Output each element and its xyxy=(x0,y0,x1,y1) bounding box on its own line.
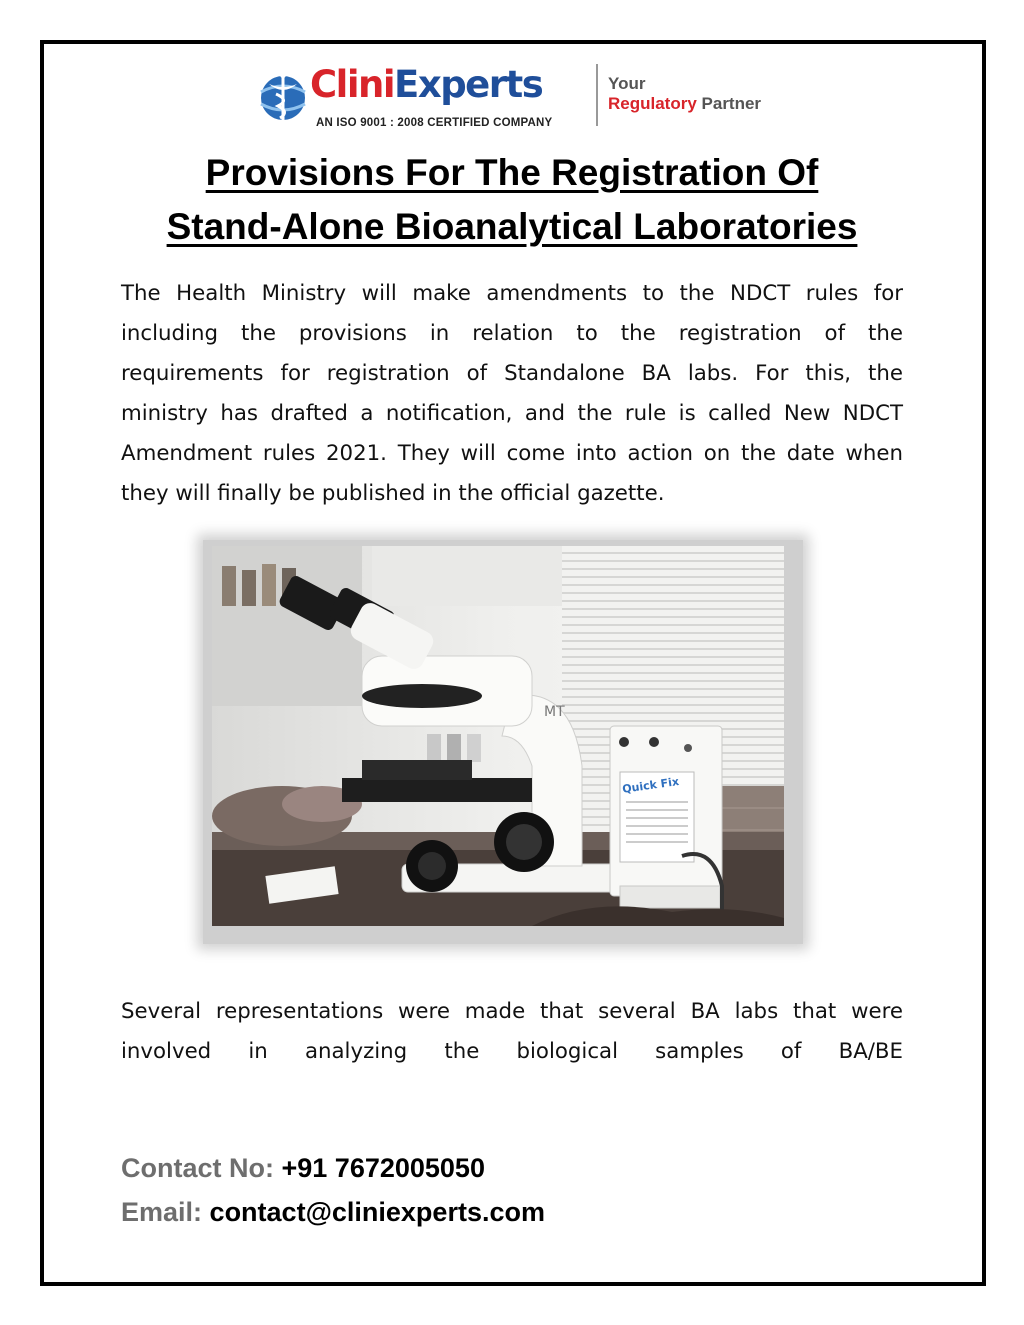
phone-number[interactable]: +91 7672005050 xyxy=(281,1153,485,1183)
logo-tagline-partner: Partner xyxy=(696,94,762,113)
page-title xyxy=(60,146,964,254)
microscope-illustration xyxy=(212,546,784,926)
logo-wordmark xyxy=(310,63,543,106)
logo-tagline-regulatory: Regulatory xyxy=(608,94,697,113)
intro-paragraph: The Health Ministry will make amendments to the NDCT rules for including the provisions in relation to the registration of the requirements for registration of Standalone BA labs. For this, the ministry has drafted a notification, and the rule is called New NDCT Amendment rules 2021. They will come into action on the date when they will finally be published in the official gazette. xyxy=(121,281,903,506)
logo-tagline-your: Your xyxy=(608,74,646,93)
logo-name-clini: Clini xyxy=(310,63,395,106)
caduceus-globe-icon xyxy=(256,70,310,124)
email-label: Email: xyxy=(121,1197,203,1227)
second-paragraph: Several representations were made that several BA labs that were involved in analyzing the biological samples of BA/BE xyxy=(121,999,903,1064)
contact-email-line xyxy=(121,1196,545,1228)
logo-tagline xyxy=(608,74,761,114)
title-line-2: Stand-Alone Bioanalytical Laboratories xyxy=(166,206,858,247)
quick-fix-label: Quick Fix xyxy=(621,774,680,796)
title-line-1: Provisions For The Registration Of xyxy=(205,152,819,193)
contact-phone-line xyxy=(121,1152,485,1184)
microscope-photo xyxy=(212,546,784,926)
email-address[interactable]: contact@cliniexperts.com xyxy=(209,1197,545,1227)
logo-name-experts: Experts xyxy=(394,63,543,106)
logo-certification: AN ISO 9001 : 2008 CERTIFIED COMPANY xyxy=(316,117,553,129)
logo-divider xyxy=(596,64,598,126)
phone-label: Contact No: xyxy=(121,1153,274,1183)
photo-mark-text: MT xyxy=(544,704,565,720)
company-logo xyxy=(256,64,776,134)
